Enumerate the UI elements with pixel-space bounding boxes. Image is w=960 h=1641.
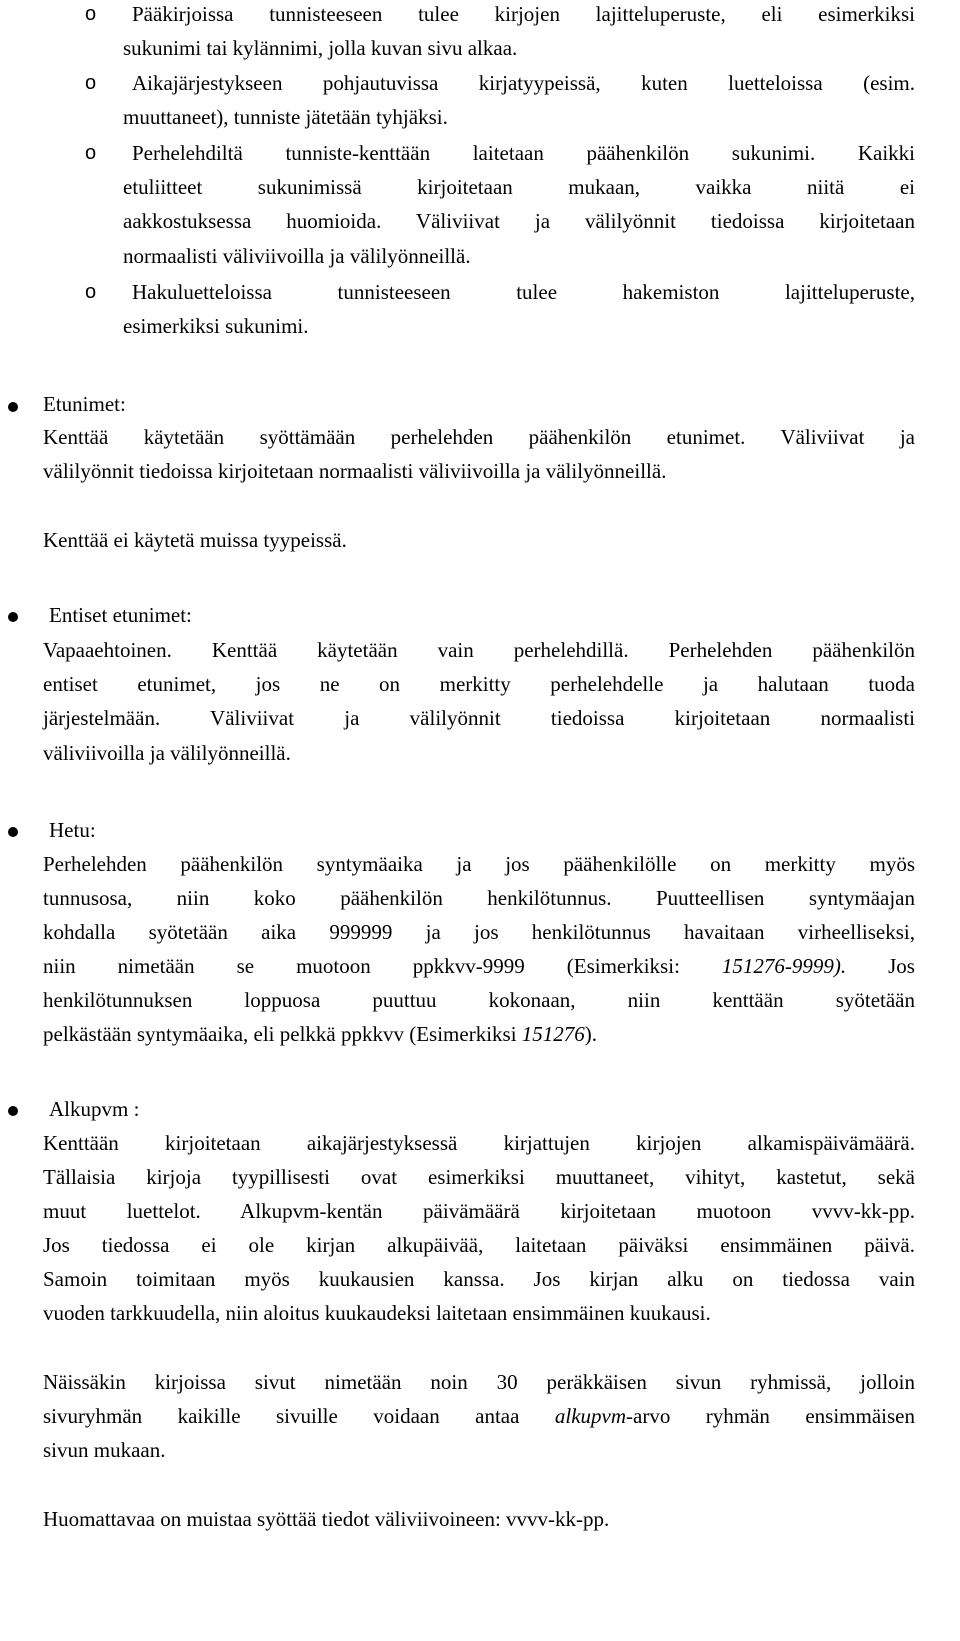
text-line: Näissäkin kirjoissa sivut nimetään noin 30 peräkkäisen sivun ryhmissä, jolloin bbox=[43, 1370, 915, 1394]
text-line: sivun mukaan. bbox=[43, 1438, 166, 1462]
text-line: järjestelmään. Väliviivat ja välilyönnit tiedoissa kirjoitetaan normaalisti bbox=[43, 706, 915, 730]
text-run: niin nimetään se muotoon ppkkvv-9999 (Esimerkiksi: bbox=[43, 954, 722, 978]
sub-bullet-marker: o bbox=[85, 142, 97, 164]
text-line: esimerkiksi sukunimi. bbox=[123, 314, 309, 338]
text-line: aakkostuksessa huomioida. Väliviivat ja välilyönnit tiedoissa kirjoitetaan bbox=[123, 209, 915, 233]
text-line: muuttaneet), tunniste jätetään tyhjäksi. bbox=[123, 105, 448, 129]
bullet-dot bbox=[8, 612, 18, 622]
text-line: Jos tiedossa ei ole kirjan alkupäivää, laitetaan päiväksi ensimmäinen päivä. bbox=[43, 1233, 915, 1257]
text-line: Vapaaehtoinen. Kenttää käytetään vain perhelehdillä. Perhelehden päähenkilön bbox=[43, 638, 915, 662]
text-line bbox=[43, 1024, 597, 1045]
text-line: henkilötunnuksen loppuosa puuttuu kokonaan, niin kenttään syötetään bbox=[43, 988, 915, 1012]
text-line bbox=[43, 1406, 915, 1427]
text-line: entiset etunimet, jos ne on merkitty perhelehdelle ja halutaan tuoda bbox=[43, 672, 915, 696]
text-line: Hakuluetteloissa tunnisteeseen tulee hakemiston lajitteluperuste, bbox=[132, 280, 915, 304]
text-line: Huomattavaa on muistaa syöttää tiedot väliviivoineen: vvvv-kk-pp. bbox=[43, 1507, 610, 1531]
text-line: Tällaisia kirjoja tyypillisesti ovat esimerkiksi muuttaneet, vihityt, kastetut, sekä bbox=[43, 1165, 915, 1189]
sub-bullet-marker: o bbox=[85, 72, 97, 94]
sub-bullet-marker: o bbox=[85, 281, 97, 303]
text-line: Aikajärjestykseen pohjautuvissa kirjatyypeissä, kuten luetteloissa (esim. bbox=[132, 71, 915, 95]
text-run: pelkästään syntymäaika, eli pelkkä ppkkvv (Esimerkiksi bbox=[43, 1022, 522, 1046]
bullet-dot bbox=[8, 827, 18, 837]
text-line: vuoden tarkkuudella, niin aloitus kuukaudeksi laitetaan ensimmäinen kuukausi. bbox=[43, 1301, 711, 1325]
section-heading: Etunimet: bbox=[43, 392, 126, 416]
text-line: välilyönnit tiedoissa kirjoitetaan normaalisti väliviivoilla ja välilyönneillä. bbox=[43, 459, 667, 483]
text-line: Perhelehdiltä tunniste-kenttään laitetaan päähenkilön sukunimi. Kaikki bbox=[132, 141, 915, 165]
text-line bbox=[43, 956, 915, 977]
field-name: alkupvm bbox=[554, 1404, 627, 1428]
bullet-dot bbox=[8, 402, 18, 412]
text-run: sivuryhmän kaikille sivuille voidaan antaa bbox=[43, 1404, 555, 1428]
section-heading: Hetu: bbox=[49, 818, 96, 842]
section-heading: Alkupvm : bbox=[49, 1097, 140, 1121]
text-line: Samoin toimitaan myös kuukausien kanssa. Jos kirjan alku on tiedossa vain bbox=[43, 1267, 915, 1291]
text-line: tunnusosa, niin koko päähenkilön henkilötunnus. Puutteellisen syntymäajan bbox=[43, 886, 915, 910]
text-run: Jos bbox=[846, 954, 915, 978]
text-line: Kenttää ei käytetä muissa tyypeissä. bbox=[43, 528, 347, 552]
example-code: 151276-9999). bbox=[721, 954, 847, 978]
text-line: Perhelehden päähenkilön syntymäaika ja jos päähenkilölle on merkitty myös bbox=[43, 852, 915, 876]
text-line: Kenttään kirjoitetaan aikajärjestyksessä kirjattujen kirjojen alkamispäivämäärä. bbox=[43, 1131, 915, 1155]
text-run: ). bbox=[584, 1022, 598, 1046]
text-line: etuliitteet sukunimissä kirjoitetaan mukaan, vaikka niitä ei bbox=[123, 175, 915, 199]
text-line: sukunimi tai kylännimi, jolla kuvan sivu alkaa. bbox=[123, 36, 518, 60]
text-line: väliviivoilla ja välilyönneillä. bbox=[43, 741, 291, 765]
text-line: kohdalla syötetään aika 999999 ja jos henkilötunnus havaitaan virheelliseksi, bbox=[43, 920, 915, 944]
text-line: normaalisti väliviivoilla ja välilyönneillä. bbox=[123, 244, 471, 268]
text-line: Kenttää käytetään syöttämään perhelehden päähenkilön etunimet. Väliviivat ja bbox=[43, 425, 915, 449]
bullet-dot bbox=[8, 1106, 18, 1116]
text-line: Pääkirjoissa tunnisteeseen tulee kirjojen lajitteluperuste, eli esimerkiksi bbox=[132, 2, 915, 26]
text-line: muut luettelot. Alkupvm-kentän päivämäärä kirjoitetaan muotoon vvvv-kk-pp. bbox=[43, 1199, 915, 1223]
sub-bullet-marker: o bbox=[85, 3, 97, 25]
text-run: -arvo ryhmän ensimmäisen bbox=[626, 1404, 915, 1428]
example-code: 151276 bbox=[521, 1022, 585, 1046]
section-heading: Entiset etunimet: bbox=[49, 603, 192, 627]
